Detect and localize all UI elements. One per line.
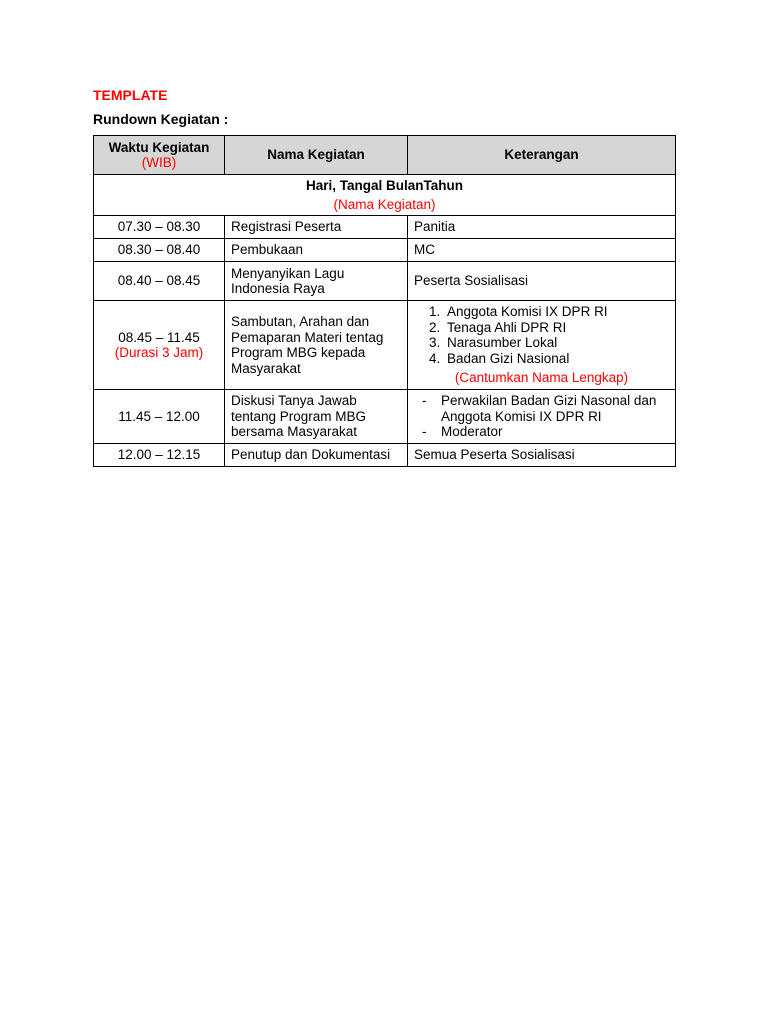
list-item-text: Moderator	[441, 424, 503, 440]
cell-waktu	[94, 301, 225, 390]
header-keterangan: Keterangan	[408, 136, 676, 175]
cell-keterangan: Panitia	[408, 216, 676, 239]
cell-waktu: 08.30 – 08.40	[94, 239, 225, 262]
table-header-row	[94, 136, 676, 175]
rundown-label: Rundown Kegiatan :	[93, 111, 229, 127]
cell-waktu: 12.00 – 12.15	[94, 444, 225, 467]
cell-nama: Registrasi Peserta	[225, 216, 408, 239]
list-item: 1. Anggota Komisi IX DPR RI	[444, 304, 669, 320]
cell-keterangan: Peserta Sosialisasi	[408, 262, 676, 301]
table-row	[94, 390, 676, 444]
table-row	[94, 239, 676, 262]
participant-list	[414, 393, 669, 440]
dash-bullet: -	[422, 424, 427, 440]
waktu-range: 08.45 – 11.45	[118, 329, 200, 345]
rundown-table	[93, 135, 676, 467]
header-waktu-unit: (WIB)	[141, 155, 177, 170]
date-cell	[94, 175, 676, 216]
full-name-note: (Cantumkan Nama Lengkap)	[454, 370, 629, 386]
date-row	[94, 175, 676, 216]
event-name: (Nama Kegiatan)	[333, 197, 436, 212]
waktu-duration-note: (Durasi 3 Jam)	[114, 345, 204, 360]
list-item-text: Perwakilan Badan Gizi Nasonal dan Anggota Komisi IX DPR RI	[441, 393, 657, 424]
cell-keterangan: MC	[408, 239, 676, 262]
table-row	[94, 444, 676, 467]
header-waktu	[94, 136, 225, 175]
header-waktu-label: Waktu Kegiatan	[108, 139, 210, 155]
speaker-list	[414, 304, 669, 366]
table-row	[94, 216, 676, 239]
template-label: TEMPLATE	[93, 87, 168, 103]
cell-waktu: 08.40 – 08.45	[94, 262, 225, 301]
cell-keterangan	[408, 390, 676, 444]
cell-nama: Pembukaan	[225, 239, 408, 262]
cell-keterangan: Semua Peserta Sosialisasi	[408, 444, 676, 467]
cell-waktu: 07.30 – 08.30	[94, 216, 225, 239]
list-item	[414, 424, 669, 440]
list-item: 3. Narasumber Lokal	[444, 335, 669, 351]
header-nama: Nama Kegiatan	[225, 136, 408, 175]
list-item: 4. Badan Gizi Nasional	[444, 351, 669, 367]
list-item: 2. Tenaga Ahli DPR RI	[444, 320, 669, 336]
table-row	[94, 301, 676, 390]
list-item	[414, 393, 669, 424]
cell-waktu: 11.45 – 12.00	[94, 390, 225, 444]
cell-nama: Menyanyikan Lagu Indonesia Raya	[225, 262, 408, 301]
dash-bullet: -	[422, 393, 427, 409]
table-row	[94, 262, 676, 301]
cell-nama: Sambutan, Arahan dan Pemaparan Materi tentag Program MBG kepada Masyarakat	[225, 301, 408, 390]
date-line: Hari, Tangal BulanTahun	[305, 178, 463, 193]
cell-keterangan	[408, 301, 676, 390]
cell-nama: Penutup dan Dokumentasi	[225, 444, 408, 467]
cell-nama: Diskusi Tanya Jawab tentang Program MBG bersama Masyarakat	[225, 390, 408, 444]
